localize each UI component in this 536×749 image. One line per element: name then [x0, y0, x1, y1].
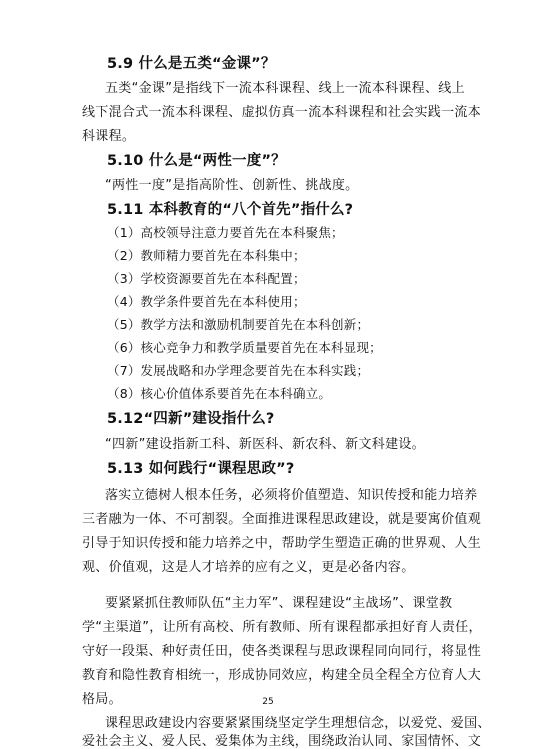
paragraph-line: 格局。	[82, 692, 122, 707]
paragraph-line: 科课程。	[82, 129, 136, 144]
list-item: （6）核心竞争力和教学质量要首先在本科显现；	[107, 340, 382, 355]
page-number: 25	[262, 697, 274, 707]
paragraph-line: 观、价值观，这是人才培养的应有之义，更是必备内容。	[82, 560, 415, 575]
paragraph-line: 教育和隐性教育相统一，形成协同效应，构建全员全程全方位育人大	[82, 668, 482, 683]
list-item: （1）高校领导注意力要首先在本科聚焦；	[107, 225, 344, 240]
section-heading-5-11: 5.11 本科教育的“八个首先”指什么?	[107, 202, 354, 218]
section-heading-5-13: 5.13 如何践行“课程思政”?	[107, 461, 295, 477]
list-item: （8）核心价值体系要首先在本科确立。	[107, 386, 332, 401]
paragraph-line: 引导于知识传授和能力培养之中，帮助学生塑造正确的世界观、人生	[82, 536, 482, 551]
list-item: （7）发展战略和办学理念要首先在本科实践；	[107, 363, 370, 378]
paragraph-line: “两性一度”是指高阶性、创新性、挑战度。	[105, 178, 359, 193]
list-item: （3）学校资源要首先在本科配置；	[107, 271, 306, 286]
paragraph-line: “四新”建设指新工科、新医科、新农科、新文科建设。	[105, 437, 425, 452]
paragraph-line: 爱社会主义、爱人民、爱集体为主线，围绕政治认同、家国情怀、文	[82, 734, 482, 749]
section-heading-5-10: 5.10 什么是“两性一度”？	[107, 153, 286, 169]
list-item: （4）教学条件要首先在本科使用；	[107, 294, 306, 309]
section-heading-5-12: 5.12“四新”建设指什么?	[107, 411, 275, 427]
list-item: （5）教学方法和激励机制要首先在本科创新；	[107, 317, 370, 332]
section-heading-5-9: 5.9 什么是五类“金课”？	[107, 56, 276, 72]
paragraph-line: 学“主渠道”，让所有高校、所有教师、所有课程都承担好育人责任，	[82, 620, 482, 635]
paragraph-line: 守好一段渠、种好责任田，使各类课程与思政课程同向同行，将显性	[82, 644, 482, 659]
paragraph-line: 五类“金课”是指线下一流本科课程、线上一流本科课程、线上	[105, 81, 465, 96]
paragraph-line: 线下混合式一流本科课程、虚拟仿真一流本科课程和社会实践一流本	[82, 105, 482, 120]
paragraph-line: 要紧紧抓住教师队伍“主力军”、课程建设“主战场”、课堂教	[105, 596, 453, 611]
paragraph-line: 三者融为一体、不可割裂。全面推进课程思政建设，就是要寓价值观	[82, 512, 482, 527]
paragraph-line: 落实立德树人根本任务，必须将价值塑造、知识传授和能力培养	[105, 488, 478, 503]
paragraph-line: 课程思政建设内容要紧紧围绕坚定学生理想信念，以爱党、爱国、	[105, 716, 491, 731]
list-item: （2）教师精力要首先在本科集中；	[107, 248, 306, 263]
